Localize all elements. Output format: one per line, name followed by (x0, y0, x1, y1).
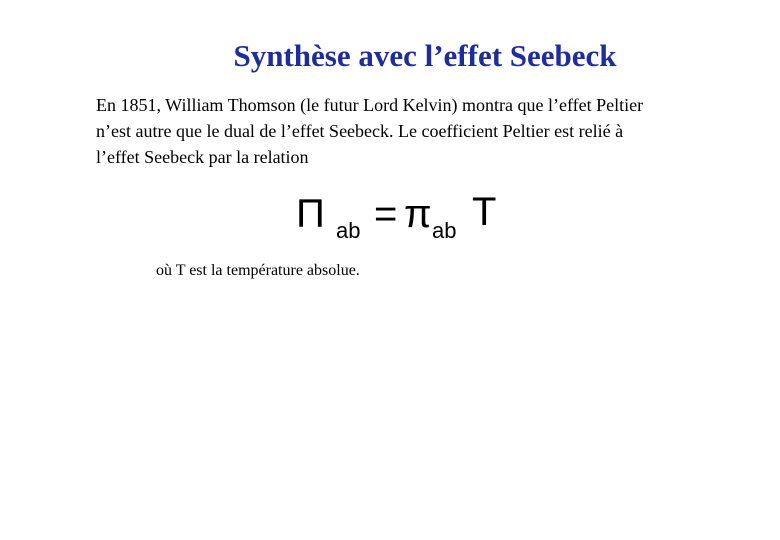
intro-paragraph (96, 92, 736, 170)
paragraph-line-2: n’est autre que le dual de l’effet Seebeck. Le coefficient Peltier est relié à (96, 121, 624, 141)
formula-equals: = (374, 192, 398, 236)
formula-lhs-symbol: Π (296, 192, 325, 236)
slide-title: Synthèse avec l’effet Seebeck (233, 38, 617, 73)
formula-rhs-symbol: π (404, 192, 432, 236)
temperature-note: où T est la température absolue. (156, 262, 360, 279)
formula-rhs-factor: T (472, 190, 497, 234)
formula-rhs-subscript: ab (432, 218, 457, 243)
paragraph-line-3: l’effet Seebeck par la relation (96, 147, 309, 167)
paragraph-line-1: En 1851, William Thomson (le futur Lord Kelvin) montra que l’effet Peltier (96, 95, 644, 115)
formula-lhs-subscript: ab (336, 218, 361, 243)
